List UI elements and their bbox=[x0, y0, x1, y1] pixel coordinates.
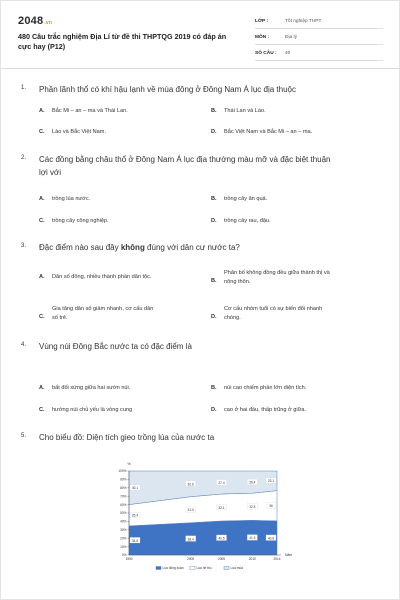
option-text: bất đối xứng giữa hai sườn núi. bbox=[52, 385, 131, 391]
question-text bbox=[39, 154, 384, 179]
x-tick-label: 2000 bbox=[187, 557, 195, 561]
option-letter: D. bbox=[211, 407, 217, 413]
option-text: hướng núi chủ yếu là vòng cung bbox=[52, 407, 133, 413]
option-text: Bắc Mi – an – ma và Thái Lan. bbox=[52, 108, 128, 114]
y-tick-label: 10% bbox=[120, 544, 127, 549]
option-letter: B. bbox=[211, 196, 217, 202]
data-label: 30.6 bbox=[187, 482, 194, 487]
data-label: 26.4 bbox=[249, 480, 256, 485]
option-letter: D. bbox=[211, 218, 217, 224]
y-tick-label: 60% bbox=[120, 502, 127, 507]
option-text: trồng cây rau, đậu. bbox=[224, 218, 271, 224]
option-text-line: Cơ cấu nhóm tuổi có sự biến đổi nhanh bbox=[224, 306, 323, 312]
question-text-part: đúng với dân cư nước ta? bbox=[144, 243, 240, 252]
meta-key: MÔN : bbox=[255, 35, 270, 40]
option-letter: C. bbox=[39, 218, 45, 224]
option-text bbox=[224, 269, 330, 286]
option-text: Dân số đông, nhiều thành phần dân tộc. bbox=[52, 274, 152, 280]
legend-label-3: Lúa mùa bbox=[230, 566, 243, 570]
question-text-part: Đặc điểm nào sau đây bbox=[39, 243, 121, 252]
question-number: 5. bbox=[21, 433, 27, 439]
data-label: 32.5 bbox=[249, 505, 256, 510]
data-label: 32.1 bbox=[218, 505, 225, 510]
option-text: trồng cây công nghiệp. bbox=[52, 218, 109, 224]
option-letter: C. bbox=[39, 314, 45, 320]
option-letter: A. bbox=[39, 385, 45, 391]
y-tick-label: 30% bbox=[120, 528, 127, 532]
question-text: Cho biểu đồ: Diện tích gieo trồng lúa của nước ta bbox=[39, 433, 215, 442]
option-text-line: Phân bố không đồng đều giữa thành thị và bbox=[224, 270, 330, 276]
option-letter: C. bbox=[39, 129, 45, 135]
option-letter: A. bbox=[39, 274, 45, 280]
option-text bbox=[52, 305, 153, 322]
meta-value: Tốt nghiệp THPT bbox=[285, 19, 322, 24]
meta-row-class bbox=[255, 15, 383, 29]
option-letter: C. bbox=[39, 407, 45, 413]
option-text: Thái Lan và Lào. bbox=[224, 108, 266, 114]
data-label: 40.6 bbox=[267, 536, 275, 541]
page-header bbox=[1, 1, 400, 69]
y-tick-label: 40% bbox=[120, 519, 127, 524]
option-letter: B. bbox=[211, 108, 217, 114]
option-text: cao ở hai đầu, thấp trũng ở giữa. bbox=[224, 407, 306, 413]
data-label: 27.4 bbox=[218, 480, 225, 485]
y-axis-label: % bbox=[127, 462, 131, 466]
y-tick-label: 50% bbox=[120, 511, 127, 516]
y-tick-label: 100% bbox=[118, 469, 127, 474]
meta-row-subject bbox=[255, 31, 383, 45]
question-number: 4. bbox=[21, 342, 27, 348]
rice-area-chart bbox=[111, 459, 296, 574]
option-text: Lào và Bắc Việt Nam. bbox=[52, 129, 106, 135]
option-text-line: nông thôn. bbox=[224, 278, 251, 285]
data-label: 34.6 bbox=[131, 538, 139, 543]
question-text-line: Các đồng bằng châu thổ ở Đông Nam Á lục địa thường màu mỡ và đặc biệt thuận bbox=[39, 155, 331, 164]
y-tick-label: 0% bbox=[121, 553, 127, 558]
option-text-line: chóng. bbox=[224, 314, 241, 321]
data-label: 38.4 bbox=[187, 537, 194, 542]
meta-value: Địa lý bbox=[285, 35, 297, 40]
y-tick-label: 80% bbox=[120, 486, 127, 490]
x-tick-label: 2014 bbox=[273, 557, 281, 561]
x-tick-label: 2005 bbox=[217, 557, 226, 561]
option-letter: D. bbox=[211, 129, 217, 135]
option-text: núi cao chiếm phần lớn diện tích. bbox=[224, 385, 307, 391]
question-number: 3. bbox=[21, 243, 27, 249]
meta-row-count bbox=[255, 47, 383, 61]
option-letter: A. bbox=[39, 108, 45, 114]
option-letter: B. bbox=[211, 278, 217, 284]
meta-key: LỚP : bbox=[255, 19, 269, 24]
data-label: 40.5 bbox=[218, 536, 225, 541]
page-title: 480 Câu trắc nghiệm Địa Lí từ đề thi THPTQG 2019 có đáp án cực hay (P12) bbox=[18, 32, 227, 51]
logo-text: 2048 bbox=[18, 15, 44, 27]
x-tick-label: 1990 bbox=[125, 557, 133, 561]
data-label: 23.1 bbox=[267, 479, 275, 484]
question-text bbox=[39, 242, 384, 255]
meta-table bbox=[255, 15, 383, 63]
option-text: trồng cây ăn quả. bbox=[224, 196, 268, 202]
data-label: 40.1 bbox=[131, 486, 139, 491]
site-logo[interactable] bbox=[18, 15, 52, 27]
y-tick-label: 90% bbox=[120, 477, 127, 482]
y-tick-label: 70% bbox=[120, 494, 127, 499]
option-text: Bắc Việt Nam và Bắc Mi – an – ma. bbox=[224, 129, 313, 135]
legend-swatch-3 bbox=[224, 567, 229, 570]
meta-value: 40 bbox=[285, 51, 291, 56]
question-text-line: lợi với bbox=[39, 167, 62, 177]
option-text-line: Gia tăng dân số giảm nhanh, cơ cấu dân bbox=[52, 306, 154, 312]
question-text: Phần lãnh thổ có khí hậu lạnh về mùa đông ở Đông Nam Á lục địa thuộc bbox=[39, 85, 296, 94]
question-text-emphasis: không bbox=[120, 243, 145, 252]
data-label: 36 bbox=[269, 504, 273, 509]
legend-swatch-1 bbox=[156, 567, 161, 570]
x-axis-label: Năm bbox=[285, 553, 293, 557]
option-letter: A. bbox=[39, 196, 45, 202]
data-label: 41.3 bbox=[249, 536, 256, 541]
legend-label-2: Lúa hè thu bbox=[196, 566, 212, 570]
y-tick-label: 20% bbox=[120, 536, 127, 541]
data-label: 31.0 bbox=[187, 508, 194, 513]
meta-key: SỐ CÂU : bbox=[255, 51, 277, 56]
option-letter: B. bbox=[211, 385, 217, 391]
x-tick-label: 2010 bbox=[248, 557, 256, 561]
option-text: trồng lúa nước. bbox=[52, 196, 91, 202]
option-text-line: số trẻ. bbox=[52, 314, 68, 321]
question-number: 1. bbox=[21, 85, 27, 91]
option-text bbox=[224, 305, 322, 322]
question-text: Vùng núi Đông Bắc nước ta có đặc điểm là bbox=[39, 342, 192, 351]
option-letter: D. bbox=[211, 314, 217, 320]
legend-swatch-2 bbox=[190, 567, 195, 570]
data-label: 25.4 bbox=[131, 513, 139, 518]
legend-label-1: Lúa đông xuân bbox=[162, 566, 184, 570]
logo-suffix: .vn bbox=[44, 20, 53, 26]
question-number: 2. bbox=[21, 155, 27, 161]
